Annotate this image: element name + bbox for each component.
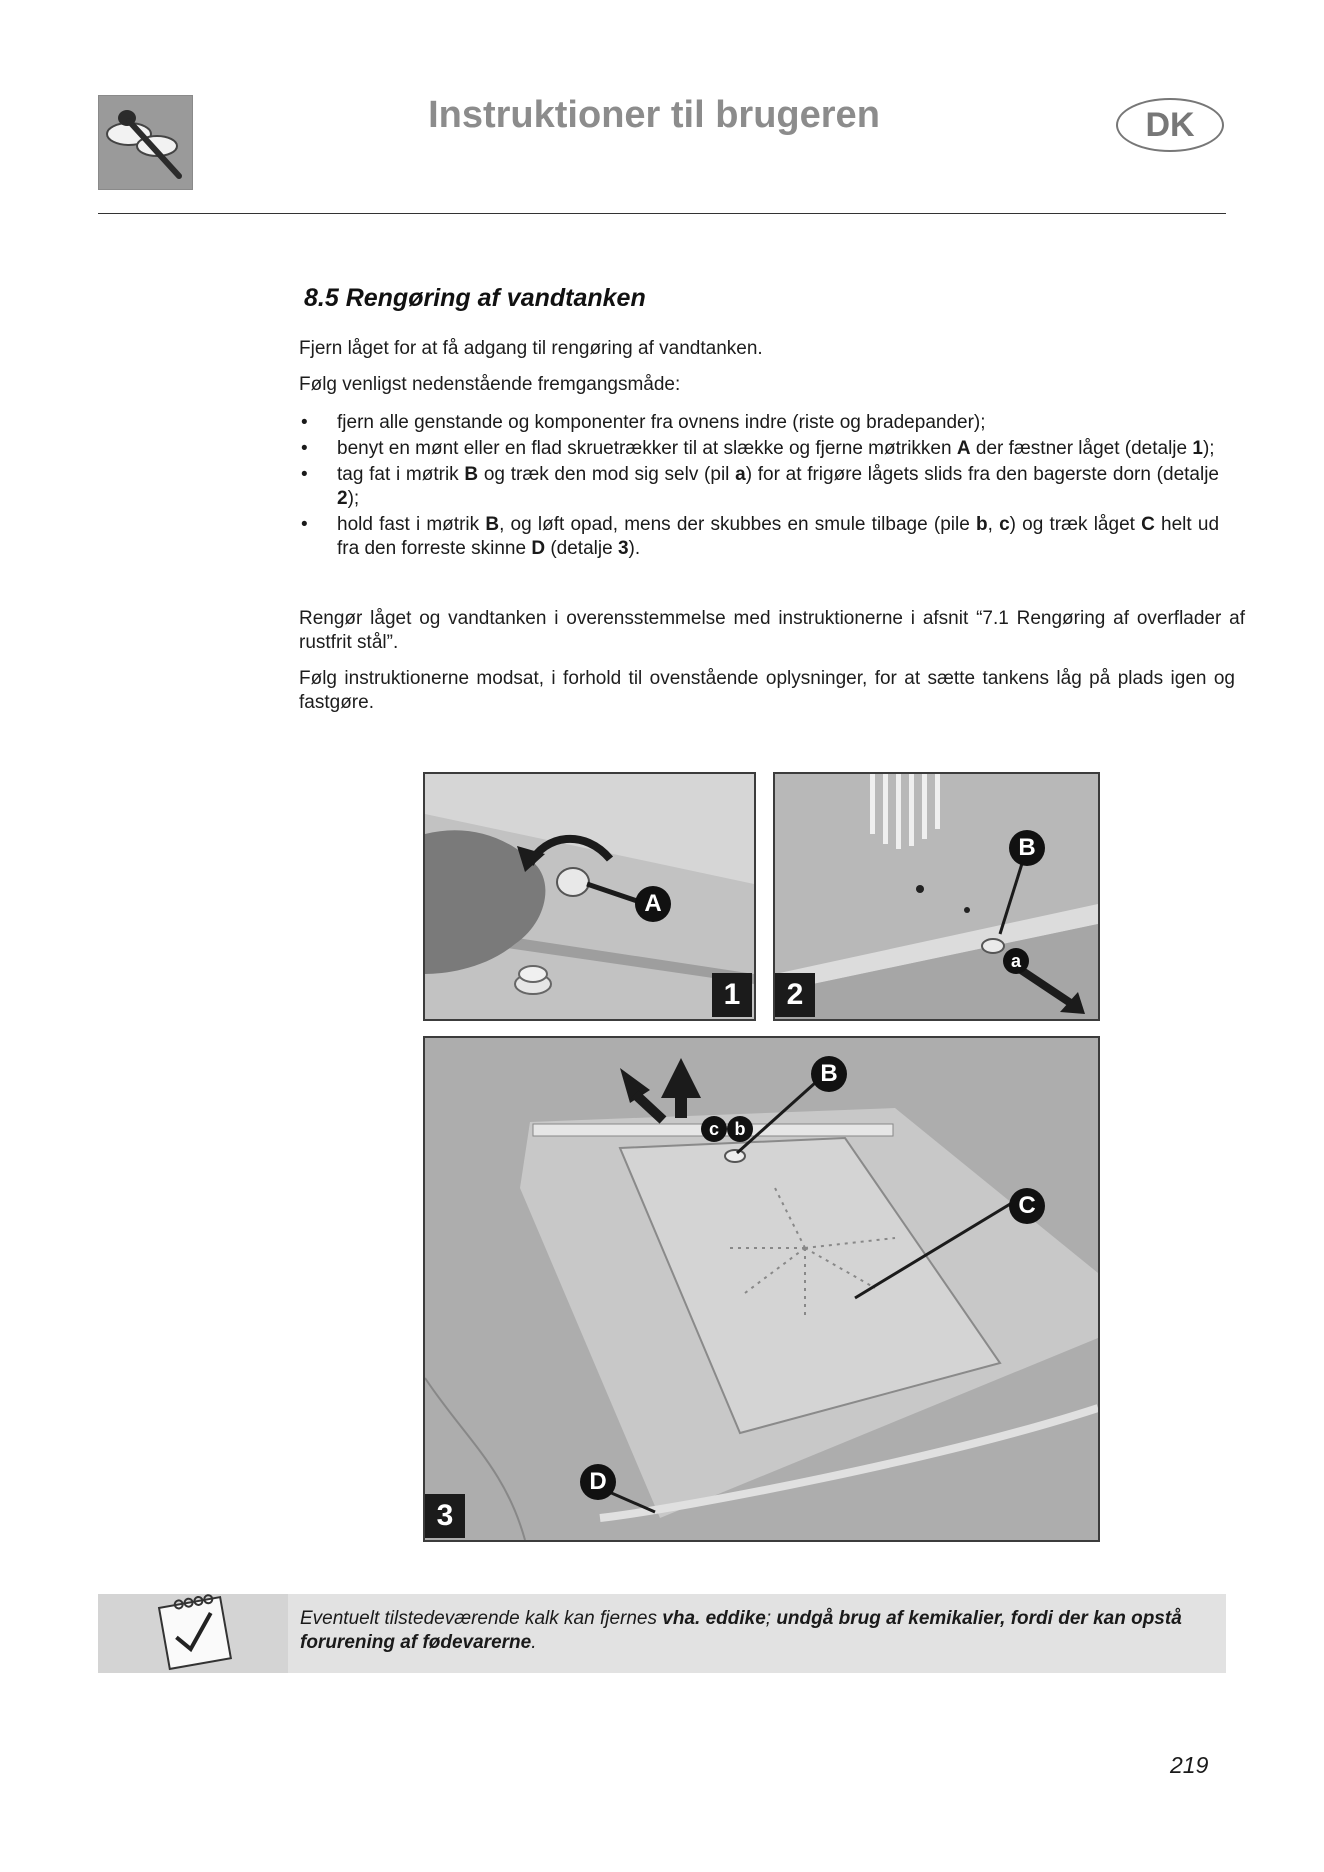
page-number: 219 bbox=[1170, 1752, 1209, 1778]
callout-B: B bbox=[1009, 830, 1045, 866]
callout-C: C bbox=[1009, 1188, 1045, 1224]
callout-b: b bbox=[727, 1116, 753, 1142]
procedure-intro: Følg venligst nedenstående fremgangsmåde: bbox=[299, 374, 681, 395]
reassembly-paragraph: Følg instruktionerne modsat, i forhold til ovenstående oplysninger, for at sætte tankens låg på plads igen og fastgøre. bbox=[299, 668, 1235, 713]
illustration-panel-3 bbox=[423, 1036, 1100, 1542]
callout-B: B bbox=[811, 1056, 847, 1092]
intro-paragraph: Fjern låget for at få adgang til rengøring af vandtanken. bbox=[299, 338, 763, 359]
panel-number: 3 bbox=[425, 1494, 465, 1538]
panel-number: 1 bbox=[712, 973, 752, 1017]
notepad-check-icon bbox=[98, 1594, 288, 1673]
step-item: • fjern alle genstande og komponenter fra ovnens indre (riste og bradepander); bbox=[299, 411, 1219, 435]
section-heading: 8.5 Rengøring af vandtanken bbox=[304, 284, 646, 312]
header-divider bbox=[98, 213, 1226, 214]
step-item: • tag fat i møtrik B og træk den mod sig selv (pil a) for at frigøre lågets slids fra den bagerste dorn (detalje 2); bbox=[299, 463, 1219, 511]
language-badge: DK bbox=[1116, 98, 1224, 152]
procedure-steps bbox=[299, 411, 1219, 563]
nut-removal-illustration bbox=[425, 774, 754, 1019]
callout-A: A bbox=[635, 886, 671, 922]
cleaning-paragraph: Rengør låget og vandtanken i overensstemmelse med instruktionerne i afsnit “7.1 Rengøring af overflader af rustfrit stål”. bbox=[299, 608, 1245, 653]
pull-nut-illustration bbox=[775, 774, 1098, 1019]
callout-D: D bbox=[580, 1464, 616, 1500]
step-item: • hold fast i møtrik B, og løft opad, mens der skubbes en smule tilbage (pile b, c) og træk låget C helt ud fra den forreste skinne D (detalje 3). bbox=[299, 513, 1219, 561]
illustration-panel-2 bbox=[773, 772, 1100, 1021]
lid-removal-illustration bbox=[425, 1038, 1098, 1540]
panel-number: 2 bbox=[775, 973, 815, 1017]
callout-c: c bbox=[701, 1116, 727, 1142]
note-text: Eventuelt tilstedeværende kalk kan fjernes vha. eddike; undgå brug af kemikalier, fordi der kan opstå forurening af fødevarerne. bbox=[300, 1608, 1182, 1653]
page-header-title: Instruktioner til brugeren bbox=[428, 94, 880, 136]
step-item: • benyt en mønt eller en flad skruetrækker til at slække og fjerne møtrikken A der fæstner låget (detalje 1); bbox=[299, 437, 1219, 461]
illustration-panel-1 bbox=[423, 772, 756, 1021]
callout-a: a bbox=[1003, 948, 1029, 974]
